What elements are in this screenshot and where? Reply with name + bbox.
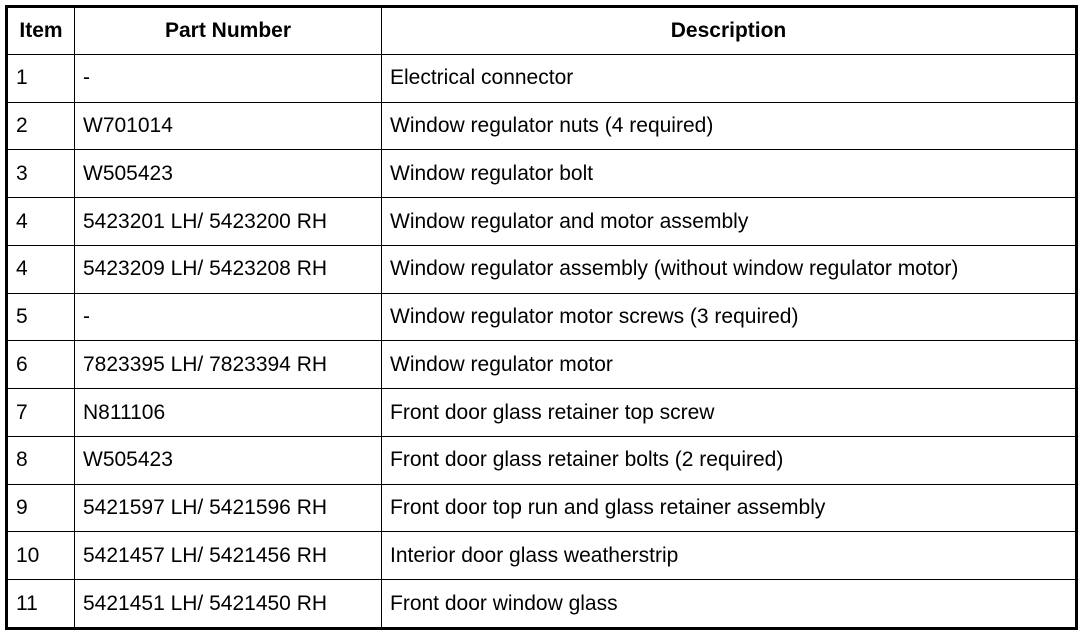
cell-part-number: 5421457 LH/ 5421456 RH <box>75 532 382 580</box>
table-row <box>7 102 1077 150</box>
table-row <box>7 389 1077 437</box>
cell-part-number: - <box>75 293 382 341</box>
cell-item: 9 <box>7 484 75 532</box>
cell-part-number: 5421597 LH/ 5421596 RH <box>75 484 382 532</box>
cell-part-number: 5421451 LH/ 5421450 RH <box>75 580 382 629</box>
column-header-part-number: Part Number <box>75 7 382 55</box>
cell-description: Window regulator motor screws (3 required) <box>382 293 1077 341</box>
cell-part-number: W505423 <box>75 150 382 198</box>
table-row <box>7 532 1077 580</box>
cell-part-number: 5423201 LH/ 5423200 RH <box>75 198 382 246</box>
table-row <box>7 245 1077 293</box>
table-row <box>7 150 1077 198</box>
cell-part-number: 7823395 LH/ 7823394 RH <box>75 341 382 389</box>
table-body <box>7 55 1077 629</box>
table-row <box>7 293 1077 341</box>
cell-description: Window regulator nuts (4 required) <box>382 102 1077 150</box>
cell-description: Front door top run and glass retainer assembly <box>382 484 1077 532</box>
column-header-description: Description <box>382 7 1077 55</box>
cell-item: 3 <box>7 150 75 198</box>
cell-part-number: W701014 <box>75 102 382 150</box>
cell-description: Window regulator and motor assembly <box>382 198 1077 246</box>
cell-item: 5 <box>7 293 75 341</box>
cell-item: 2 <box>7 102 75 150</box>
cell-item: 10 <box>7 532 75 580</box>
table-row <box>7 55 1077 103</box>
cell-description: Interior door glass weatherstrip <box>382 532 1077 580</box>
table-row <box>7 341 1077 389</box>
cell-description: Window regulator motor <box>382 341 1077 389</box>
column-header-item: Item <box>7 7 75 55</box>
cell-description: Front door window glass <box>382 580 1077 629</box>
cell-description: Electrical connector <box>382 55 1077 103</box>
cell-part-number: N811106 <box>75 389 382 437</box>
cell-part-number: 5423209 LH/ 5423208 RH <box>75 245 382 293</box>
cell-description: Window regulator bolt <box>382 150 1077 198</box>
header-row <box>7 7 1077 55</box>
cell-item: 4 <box>7 245 75 293</box>
cell-item: 1 <box>7 55 75 103</box>
parts-table <box>5 5 1078 630</box>
cell-description: Front door glass retainer top screw <box>382 389 1077 437</box>
cell-item: 11 <box>7 580 75 629</box>
cell-item: 7 <box>7 389 75 437</box>
cell-part-number: - <box>75 55 382 103</box>
cell-description: Window regulator assembly (without window regulator motor) <box>382 245 1077 293</box>
cell-item: 6 <box>7 341 75 389</box>
table-header <box>7 7 1077 55</box>
cell-item: 4 <box>7 198 75 246</box>
table-row <box>7 580 1077 629</box>
table-row <box>7 484 1077 532</box>
table-row <box>7 436 1077 484</box>
table-row <box>7 198 1077 246</box>
cell-part-number: W505423 <box>75 436 382 484</box>
cell-description: Front door glass retainer bolts (2 required) <box>382 436 1077 484</box>
cell-item: 8 <box>7 436 75 484</box>
